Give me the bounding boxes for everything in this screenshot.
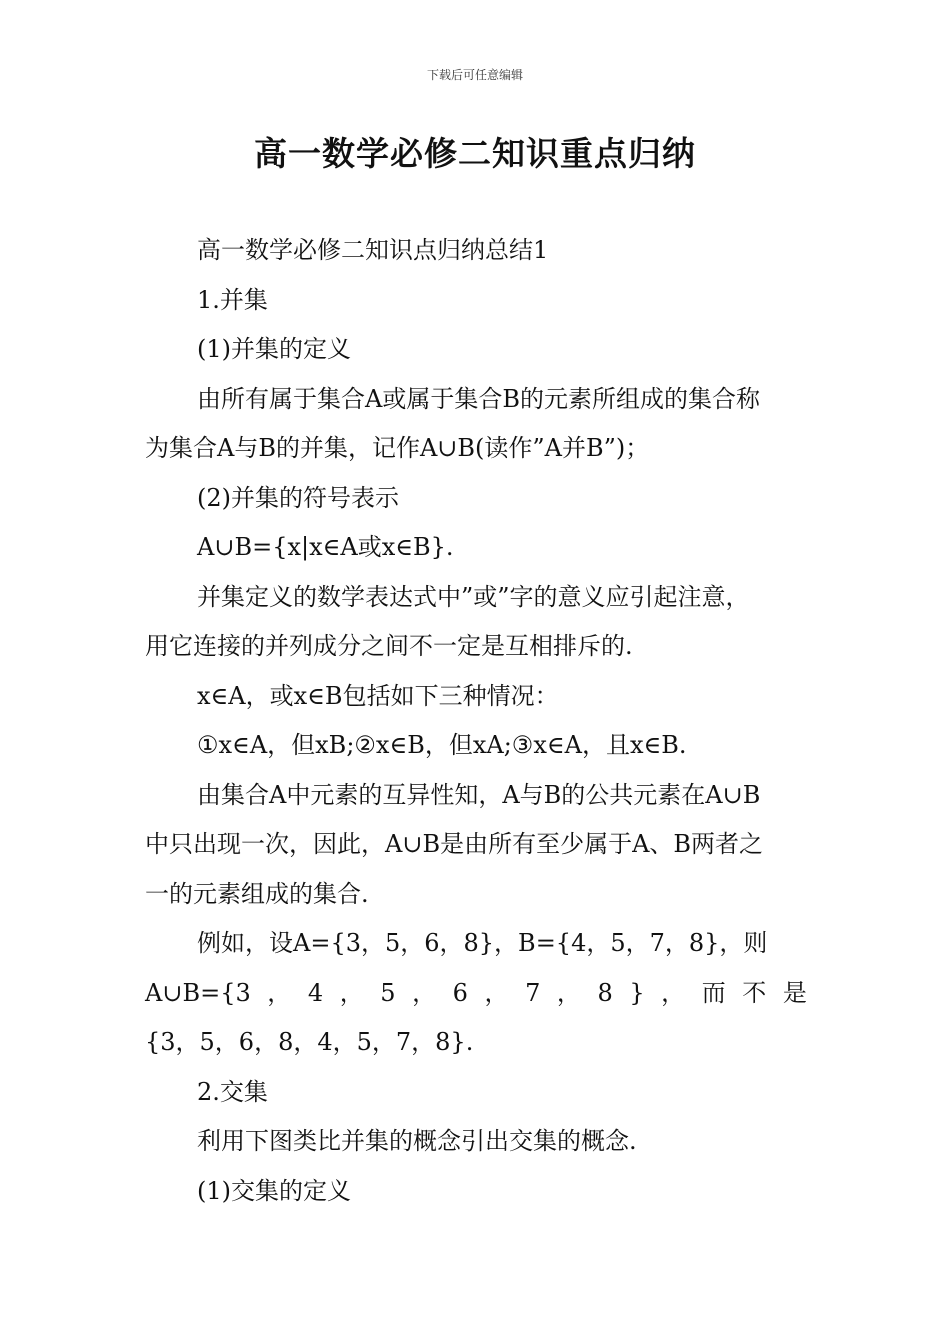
paragraph-line: 例如，设A={3，5，6，8}，B={4，5，7，8}，则 xyxy=(197,929,768,957)
paragraph-line: 中只出现一次，因此，A∪B是由所有至少属于A、B两者之 xyxy=(145,830,764,858)
justified-token: 不 xyxy=(742,978,767,1007)
paragraph-line: 由集合A中元素的互异性知，A与B的公共元素在A∪B xyxy=(197,780,761,809)
justified-token: } xyxy=(629,978,645,1007)
justified-token: 5 xyxy=(380,978,396,1007)
section-heading: 高一数学必修二知识点归纳总结1 xyxy=(197,236,549,264)
justified-token: 7 xyxy=(525,978,541,1007)
paragraph-line: 为集合A与B的并集，记作A∪B(读作”A并B”)； xyxy=(145,434,650,462)
paragraph-line: 利用下图类比并集的概念引出交集的概念. xyxy=(197,1127,637,1155)
justified-token: 4 xyxy=(307,978,324,1007)
paragraph-line: x∈A，或x∈B包括如下三种情况： xyxy=(197,681,559,710)
document-body xyxy=(145,226,807,1216)
justified-token: A∪B={3 xyxy=(145,978,251,1007)
paragraph-line: 用它连接的并列成分之间不一定是互相排斥的. xyxy=(145,632,633,660)
justified-token: ， xyxy=(484,978,509,1007)
justified-token: ， xyxy=(556,978,581,1007)
paragraph-line: 并集定义的数学表达式中”或”字的意义应引起注意， xyxy=(197,582,750,611)
justified-token: 8 xyxy=(597,978,613,1007)
page-title: 高一数学必修二知识重点归纳 xyxy=(254,134,696,173)
justified-token: ， xyxy=(661,978,686,1007)
section-heading: 2.交集 xyxy=(197,1077,268,1106)
paragraph-line: {3，5，6，8，4，5，7，8}. xyxy=(145,1028,474,1056)
paragraph-line: 一的元素组成的集合. xyxy=(145,879,369,908)
paragraph-line: ①x∈A，但xB;②x∈B，但xA;③x∈A，且x∈B. xyxy=(197,731,687,759)
paragraph-line: 由所有属于集合A或属于集合B的元素所组成的集合称 xyxy=(197,384,760,413)
header-note: 下载后可任意编辑 xyxy=(426,68,523,82)
subsection-heading: 1.并集 xyxy=(197,285,268,314)
justified-token: 是 xyxy=(782,978,807,1007)
subsection-heading: (1)并集的定义 xyxy=(197,335,351,363)
justified-token: ， xyxy=(267,978,292,1007)
justified-token: ， xyxy=(339,978,364,1007)
justified-paragraph-line xyxy=(145,969,807,1019)
justified-token: ， xyxy=(412,978,437,1007)
justified-token: 而 xyxy=(701,978,726,1007)
subsection-heading: (2)并集的符号表示 xyxy=(197,483,399,512)
justified-token: 6 xyxy=(452,978,468,1007)
formula-line: A∪B={x|x∈A或x∈B}. xyxy=(197,533,454,561)
subsection-heading: (1)交集的定义 xyxy=(197,1176,351,1205)
